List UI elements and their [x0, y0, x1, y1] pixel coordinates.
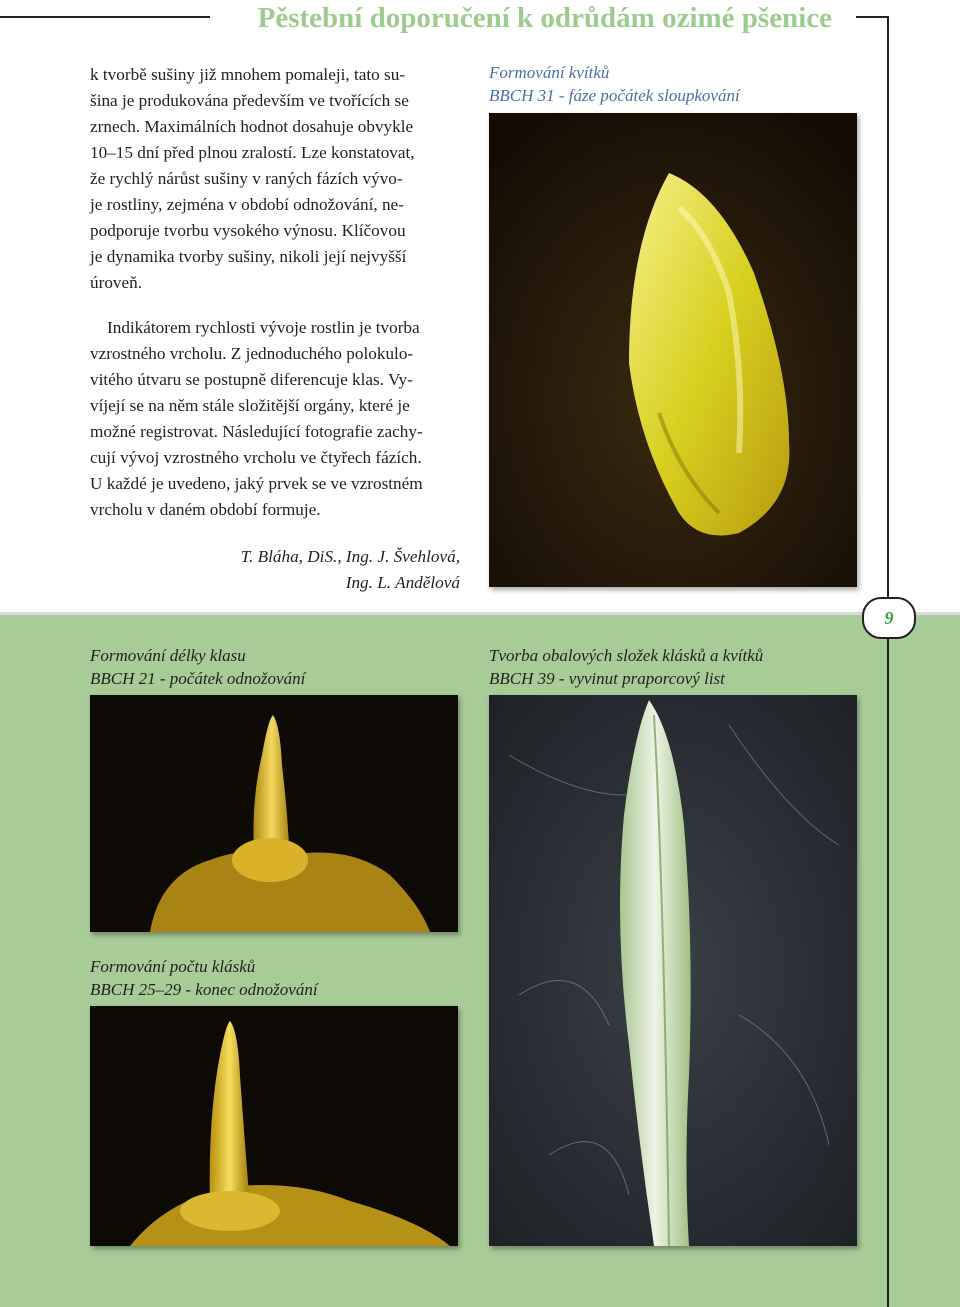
page-number-badge: 9 [862, 597, 916, 639]
text-line: k tvorbě sušiny již mnohem pomaleji, tato su- [90, 65, 406, 84]
header-rule-left [0, 16, 210, 18]
text-line: Indikátorem rychlosti vývoje rostlin je tvorba [107, 318, 420, 337]
text-line: možné registrovat. Následující fotografie zachy- [90, 422, 423, 441]
text-line: vrcholu v daném období formuje. [90, 500, 321, 519]
author-line: T. Bláha, DiS., Ing. J. Švehlová, [240, 547, 460, 566]
text-line: víjejí se na něm stále složitější orgány, které je [90, 396, 410, 415]
text-line: vitého útvaru se postupně diferencuje klas. Vy- [90, 370, 413, 389]
photo-bbch39-ear [489, 695, 857, 1246]
caption-spikelet-count [90, 955, 318, 1001]
photo-bbch25-29-tip [90, 1006, 458, 1246]
caption-stage: BBCH 39 - vyvinut praporcový list [489, 669, 725, 688]
running-header-title: Pěstební doporučení k odrůdám ozimé pšenice [248, 2, 842, 35]
caption-glume-formation [489, 644, 763, 690]
authors [160, 544, 460, 596]
caption-stage: BBCH 31 - fáze počátek sloupkování [489, 86, 740, 105]
text-line: šina je produkována především ve tvořících se [90, 91, 409, 110]
text-line: že rychlý nárůst sušiny v raných fázích vývo- [90, 169, 403, 188]
caption-stage: BBCH 25–29 - konec odnožování [90, 980, 318, 999]
photo-bbch21-tip [90, 695, 458, 932]
author-line: Ing. L. Andělová [345, 573, 460, 592]
text-line: vzrostného vrcholu. Z jednoduchého polokulo- [90, 344, 414, 363]
caption-title: Formování počtu klásků [90, 957, 256, 976]
paragraph-growth-tip [90, 315, 462, 523]
text-line: je dynamika tvorby sušiny, nikoli její nejvyšší [90, 247, 407, 266]
text-line: 10–15 dní před plnou zralostí. Lze konstatovat, [90, 143, 415, 162]
photo-bbch31-spike [489, 113, 857, 587]
caption-flower-formation [489, 61, 740, 107]
caption-title: Formování délky klasu [90, 646, 246, 665]
caption-title: Tvorba obalových složek klásků a kvítků [489, 646, 764, 665]
caption-stage: BBCH 21 - počátek odnožování [90, 669, 306, 688]
paragraph-dry-matter [90, 62, 462, 296]
caption-ear-length [90, 644, 305, 690]
header-rule-right [856, 16, 888, 18]
page-side-rule [887, 16, 889, 1307]
caption-title: Formování kvítků [489, 63, 610, 82]
text-line: cují vývoj vzrostného vrcholu ve čtyřech fázích. [90, 448, 422, 467]
text-line: úroveň. [90, 273, 143, 292]
text-line: zrnech. Maximálních hodnot dosahuje obvykle [90, 117, 414, 136]
text-line: je rostliny, zejména v období odnožování, ne- [90, 195, 404, 214]
text-line: U každé je uvedeno, jaký prvek se ve vzrostném [90, 474, 423, 493]
text-line: podporuje tvorbu vysokého výnosu. Klíčovou [90, 221, 406, 240]
